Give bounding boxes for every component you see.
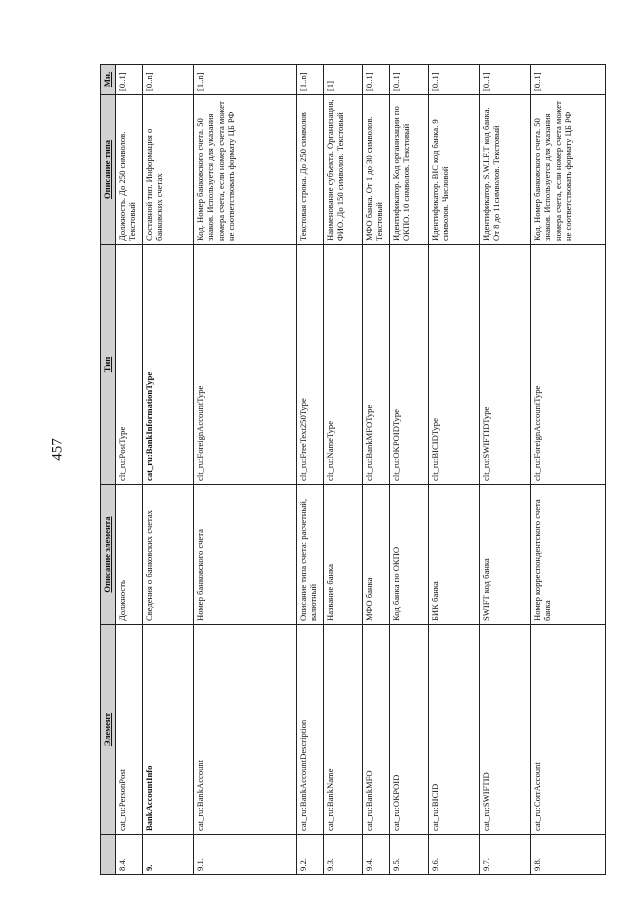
cell-element-desc: МФО банка <box>363 485 390 625</box>
header-type-desc: Описание типа <box>101 95 116 245</box>
cell-num: 9.4. <box>363 835 390 875</box>
cell-element-desc: Код банка по ОКПО <box>390 485 429 625</box>
table-row <box>194 65 297 875</box>
cell-element-desc: SWIFT код банка <box>480 485 531 625</box>
table-row <box>480 65 531 875</box>
cell-type: clt_ru:SWIFTIDType <box>480 245 531 485</box>
cell-type: cat_ru:BankInformationType <box>143 245 194 485</box>
cell-mn: [0..1] <box>116 65 143 95</box>
cell-element: cat_ru:BankName <box>324 625 363 835</box>
cell-element-desc: Должность <box>116 485 143 625</box>
cell-element: cat_ru:BankAccount <box>194 625 297 835</box>
cell-type: clt_ru:NameType <box>324 245 363 485</box>
cell-element: BankAccountInfo <box>143 625 194 835</box>
cell-element: cat_ru:BICID <box>429 625 480 835</box>
table-row <box>531 65 606 875</box>
header-type: Тип <box>101 245 116 485</box>
header-num <box>101 835 116 875</box>
page-number: 457 <box>49 438 66 461</box>
cell-num: 9.5. <box>390 835 429 875</box>
header-element: Элемент <box>101 625 116 835</box>
cell-element: cat_ru:BankAccountDescription <box>297 625 324 835</box>
cell-num: 9. <box>143 835 194 875</box>
table-row <box>297 65 324 875</box>
cell-type: clt_ru:FreeText250Type <box>297 245 324 485</box>
cell-type-desc: МФО банка. От 1 до 30 символов. Текстовый <box>363 95 390 245</box>
cell-element: cat_ru:CorrAccount <box>531 625 606 835</box>
cell-element: cat_ru:SWIFTID <box>480 625 531 835</box>
cell-num: 9.6. <box>429 835 480 875</box>
cell-type: clt_ru:OKPOIDType <box>390 245 429 485</box>
cell-num: 8.4. <box>116 835 143 875</box>
header-element-desc: Описание элемента <box>101 485 116 625</box>
cell-num: 9.1. <box>194 835 297 875</box>
cell-num: 9.2. <box>297 835 324 875</box>
cell-type: clt_ru:ForeignAccountType <box>194 245 297 485</box>
cell-type-desc: Текстовая строка. До 250 символов <box>297 95 324 245</box>
table-row <box>363 65 390 875</box>
table-row <box>429 65 480 875</box>
cell-element: cat_ru:BankMFO <box>363 625 390 835</box>
cell-mn: [0..n] <box>143 65 194 95</box>
cell-mn: [1] <box>324 65 363 95</box>
table-row <box>390 65 429 875</box>
table-stage <box>100 65 573 875</box>
cell-element-desc: Номер банковского счета <box>194 485 297 625</box>
cell-type: clt_ru:PostType <box>116 245 143 485</box>
cell-type-desc: Идентификатор. S.W.I.F.T код банка. От 8 до 11символов. Текстовый <box>480 95 531 245</box>
table-row <box>116 65 143 875</box>
cell-type-desc: Код. Номер банковского счета. 50 знаков. Используется для указания номера счета, если номер счета может не соответствовать формату ЦБ РФ <box>194 95 297 245</box>
cell-mn: [1..n] <box>194 65 297 95</box>
cell-type: clt_ru:BICIDType <box>429 245 480 485</box>
cell-element: cat_ru:PersonPost <box>116 625 143 835</box>
table-row <box>143 65 194 875</box>
cell-type-desc: Идентификатор. Код организации по ОКПО. 10 символов. Текстовый <box>390 95 429 245</box>
cell-element-desc: Номер корреспондентского счета банка <box>531 485 606 625</box>
cell-type: clt_ru:ForeignAccountType <box>531 245 606 485</box>
cell-element-desc: Описание типа счета: расчетный, валютный <box>297 485 324 625</box>
cell-element-desc: БИК банка <box>429 485 480 625</box>
cell-element: cat_ru:OKPOID <box>390 625 429 835</box>
schema-table <box>100 64 606 875</box>
cell-mn: [1..n] <box>297 65 324 95</box>
table-header-row <box>101 65 116 875</box>
cell-num: 9.3. <box>324 835 363 875</box>
header-mn: Мн. <box>101 65 116 95</box>
cell-num: 9.7. <box>480 835 531 875</box>
cell-mn: [0..1] <box>429 65 480 95</box>
cell-mn: [0..1] <box>363 65 390 95</box>
cell-element-desc: Сведения о банковских счетах <box>143 485 194 625</box>
cell-element-desc: Название банка <box>324 485 363 625</box>
table-row <box>324 65 363 875</box>
cell-type-desc: Идентификатор. BIC код банка. 9 символов. Числовой <box>429 95 480 245</box>
cell-mn: [0..1] <box>390 65 429 95</box>
cell-mn: [0..1] <box>531 65 606 95</box>
cell-type-desc: Составной тип. Информация о банковских счетах <box>143 95 194 245</box>
cell-mn: [0..1] <box>480 65 531 95</box>
cell-type-desc: Код. Номер банковского счета. 50 знаков. Используется для указания номера счета, если номер счета может не соответствовать формату ЦБ РФ <box>531 95 606 245</box>
cell-type-desc: Должность. До 250 символов. Текстовый <box>116 95 143 245</box>
cell-type: clt_ru:BankMFOType <box>363 245 390 485</box>
cell-num: 9.8. <box>531 835 606 875</box>
cell-type-desc: Наименование субъекта. Организация, ФИО. До 150 символов. Текстовый <box>324 95 363 245</box>
rotated-table-wrapper <box>100 65 573 875</box>
